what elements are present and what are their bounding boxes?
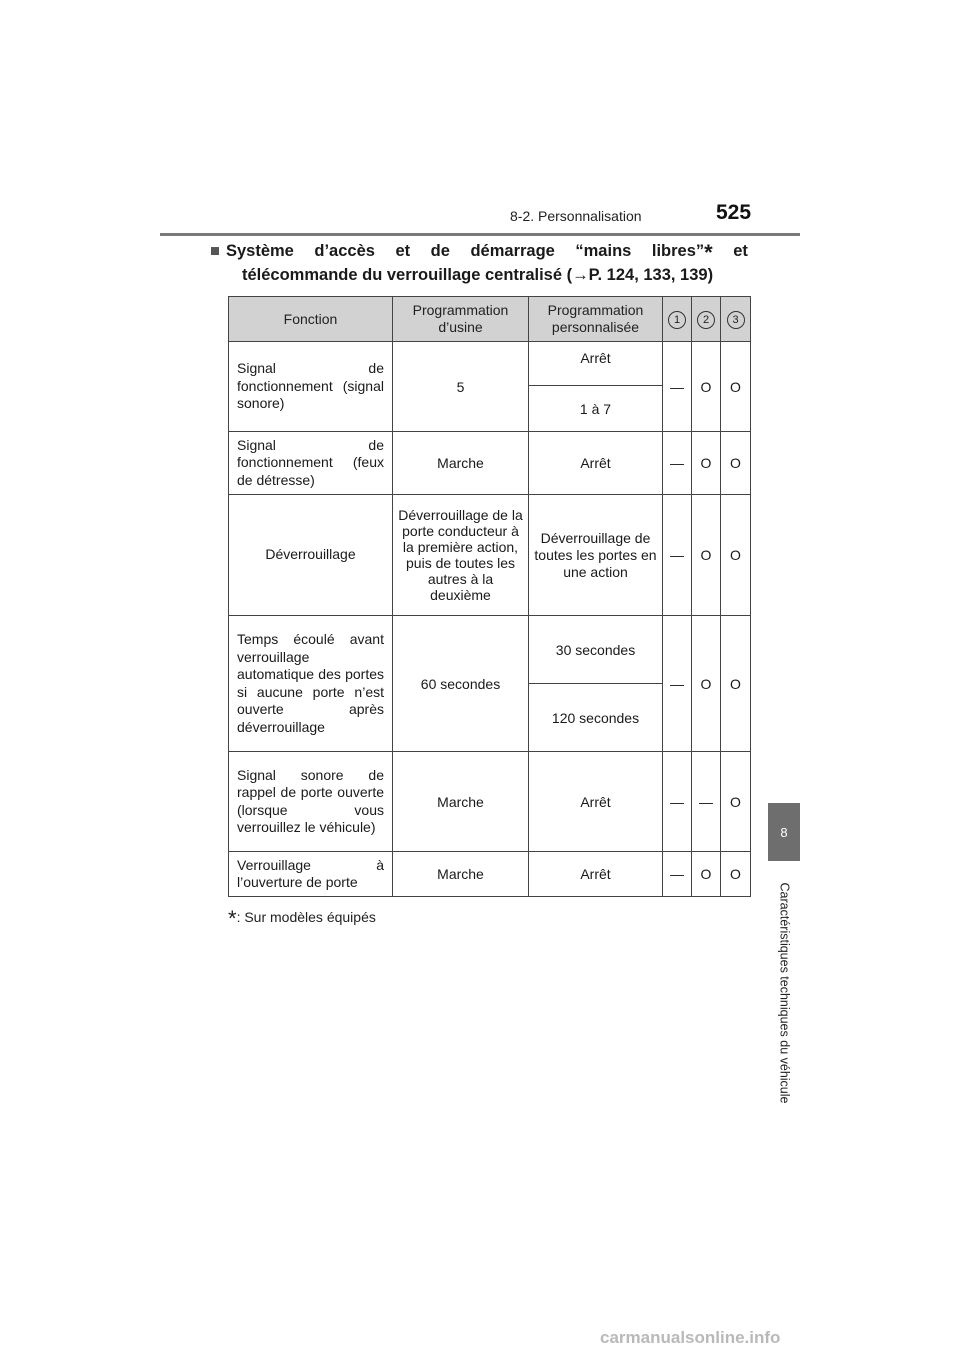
mark-cell: —: [663, 342, 692, 432]
factory-cell: 5: [393, 342, 529, 432]
custom-cell: Arrêt: [529, 432, 663, 495]
asterisk-footnote-marker: *: [704, 240, 713, 265]
header-function: Fonction: [229, 297, 393, 342]
chapter-side-label: [768, 870, 800, 1115]
heading-word-1: ■ Système: [210, 242, 294, 260]
chapter-tab-number: 8: [780, 824, 788, 840]
header-method-3: [721, 297, 751, 342]
table-row: [229, 342, 751, 386]
mark-cell: —: [663, 752, 692, 852]
heading-word-6: “mains: [575, 242, 632, 260]
function-cell: Verrouillage à l’ouverture de porte: [229, 852, 393, 897]
factory-cell: Marche: [393, 432, 529, 495]
heading-word-4: de: [430, 242, 450, 260]
custom-cell: Arrêt: [529, 342, 663, 386]
mark-cell: O: [692, 432, 721, 495]
function-cell: Signal de fonctionnement (signal sonore): [229, 342, 393, 432]
chapter-tab[interactable]: [768, 803, 800, 861]
mark-cell: O: [692, 616, 721, 752]
mark-cell: O: [721, 752, 751, 852]
heading-word-8: et: [733, 242, 748, 260]
heading-word-7: libres”*: [651, 240, 713, 265]
header-method-2: [692, 297, 721, 342]
mark-cell: O: [721, 342, 751, 432]
custom-cell: 1 à 7: [529, 386, 663, 432]
table-row: [229, 852, 751, 897]
table-row: [229, 432, 751, 495]
customization-table: [228, 296, 751, 897]
section-heading: [210, 240, 748, 287]
watermark: carmanualsonline.info: [600, 1328, 781, 1347]
circled-number-2-icon: 2: [697, 311, 715, 329]
mark-cell: —: [663, 432, 692, 495]
function-cell: Déverrouillage: [229, 495, 393, 616]
chapter-side-label-text: Caractéristiques techniques du véhicule: [777, 882, 791, 1103]
custom-cell: 120 secondes: [529, 684, 663, 752]
factory-cell: Déverrouillage de la porte conducteur à la première action, puis de toutes les autres à la deuxième: [393, 495, 529, 616]
custom-cell: 30 secondes: [529, 616, 663, 684]
header-custom-setting: Programmation personnalisée: [529, 297, 663, 342]
mark-cell: O: [721, 432, 751, 495]
square-bullet-icon: ■: [210, 242, 220, 260]
custom-cell: Arrêt: [529, 852, 663, 897]
function-cell: Signal de fonctionnement (feux de détresse): [229, 432, 393, 495]
mark-cell: O: [692, 342, 721, 432]
mark-cell: —: [663, 616, 692, 752]
table-row: [229, 616, 751, 684]
table-row: [229, 495, 751, 616]
heading-word-3: et: [395, 242, 411, 260]
header-section-title: 8-2. Personnalisation: [510, 208, 642, 224]
heading-word-5: démarrage: [470, 242, 555, 260]
circled-number-1-icon: 1: [668, 311, 686, 329]
header-factory-setting: Programmation d’usine: [393, 297, 529, 342]
factory-cell: Marche: [393, 752, 529, 852]
page-number: 525: [716, 201, 752, 224]
factory-cell: Marche: [393, 852, 529, 897]
custom-cell: Arrêt: [529, 752, 663, 852]
mark-cell: O: [721, 616, 751, 752]
heading-word-2: d’accès: [314, 242, 375, 260]
header-method-1: [663, 297, 692, 342]
circled-number-3-icon: 3: [727, 311, 745, 329]
function-cell: Signal sonore de rappel de porte ouverte (lorsque vous verrouillez le véhicule): [229, 752, 393, 852]
mark-cell: —: [663, 495, 692, 616]
table-row: [229, 752, 751, 852]
mark-cell: O: [721, 495, 751, 616]
footnote: [228, 906, 376, 932]
factory-cell: 60 secondes: [393, 616, 529, 752]
mark-cell: O: [692, 852, 721, 897]
section-heading-line1: [210, 240, 748, 264]
mark-cell: —: [692, 752, 721, 852]
mark-cell: O: [721, 852, 751, 897]
header-divider: [160, 233, 800, 236]
asterisk-icon: *: [228, 906, 237, 931]
mark-cell: —: [663, 852, 692, 897]
footnote-text: : Sur modèles équipés: [236, 909, 376, 925]
table-header-row: [229, 297, 751, 342]
function-cell: Temps écoulé avant verrouillage automatique des portes si aucune porte n’est ouverte après déverrouillage: [229, 616, 393, 752]
section-heading-line2: télécommande du verrouillage centralisé (→P. 124, 133, 139): [242, 266, 714, 284]
mark-cell: O: [692, 495, 721, 616]
custom-cell: Déverrouillage de toutes les portes en une action: [529, 495, 663, 616]
